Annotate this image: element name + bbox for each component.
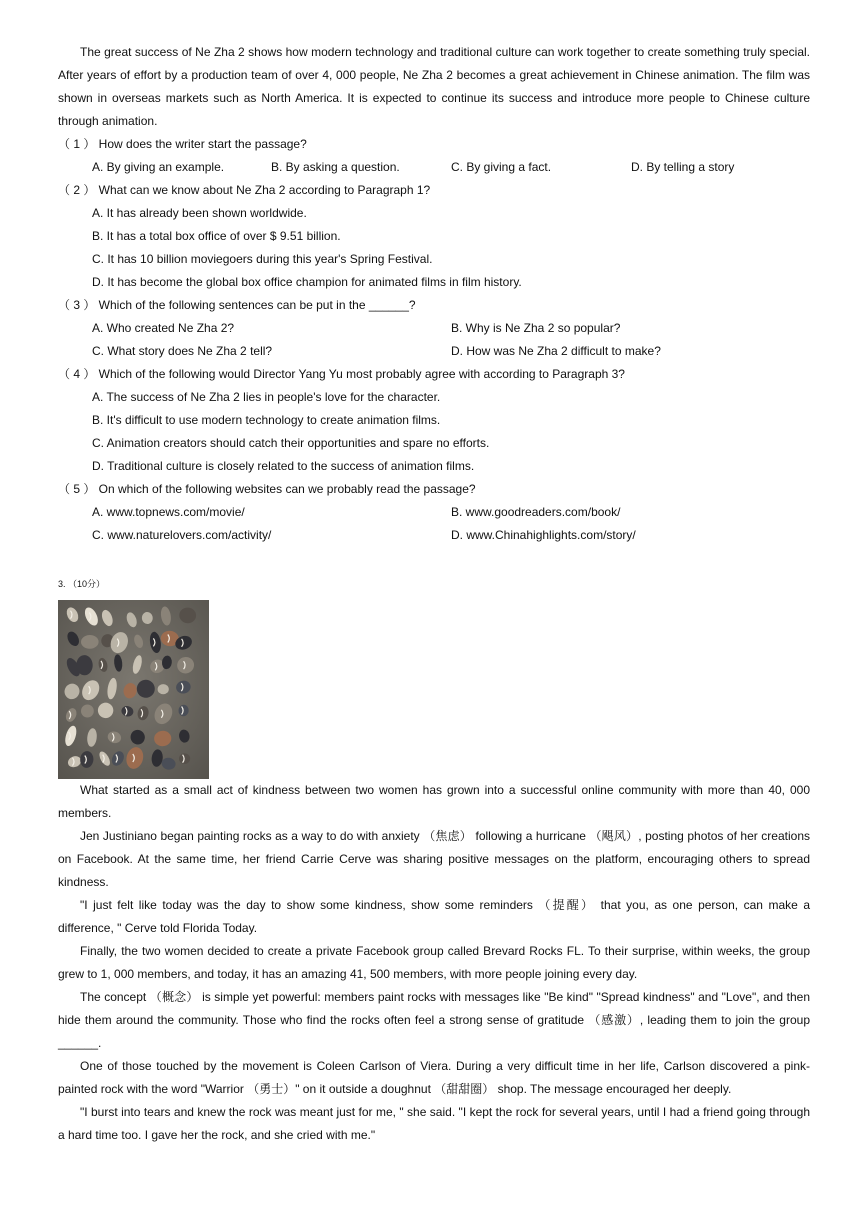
section-3-paragraph-6: One of those touched by the movement is Coleen Carlson of Viera. During a very difficult time in her life, Carlson discovered a pink-painted rock with the word "Warrior （勇士）" on it outside a doughnut （甜甜圈） shop. The message encouraged her deeply. <box>58 1059 810 1096</box>
question-3-option-d: D. How was Ne Zha 2 difficult to make? <box>451 344 661 358</box>
section-3-paragraph-7: "I burst into tears and knew the rock was meant just for me, " she said. "I kept the rock for several years, until I had a friend going through a hard time too. I gave her the rock, and she cried with me." <box>58 1105 810 1142</box>
question-2-option-d: D. It has become the global box office champion for animated films in film history. <box>92 275 522 289</box>
section-3-number: 3. （10分） <box>58 579 106 589</box>
question-5-option-b: B. www.goodreaders.com/book/ <box>451 505 621 519</box>
question-5-option-a: A. www.topnews.com/movie/ <box>92 505 245 519</box>
section-3-paragraph-2: Jen Justiniano began painting rocks as a way to do with anxiety （焦虑） following a hurricane （飓风）, posting photos of her creations on Facebook. At the same time, her friend Carrie Cerve was sharing positive messages on the platform, encouraging others to spread kindness. <box>58 829 810 889</box>
question-3-option-c: C. What story does Ne Zha 2 tell? <box>92 344 273 358</box>
question-4-option-b: B. It's difficult to use modern technology to create animation films. <box>92 413 441 427</box>
question-5-stem: （ 5 ） On which of the following websites can we probably read the passage? <box>58 482 476 496</box>
passage-paragraph: The great success of Ne Zha 2 shows how modern technology and traditional culture can work together to create something truly special. After years of effort by a production team of over 4, 000 people, Ne Zha 2 becomes a great achievement in Chinese animation. The film was shown in overseas markets such as North America. It is expected to continue its success and introduce more people to Chinese culture through animation. <box>58 45 810 128</box>
question-3-option-a: A. Who created Ne Zha 2? <box>92 321 235 335</box>
painted-rocks-photo <box>58 600 209 779</box>
question-1-option-b: B. By asking a question. <box>271 160 400 174</box>
pebble <box>81 705 94 718</box>
question-4-stem: （ 4 ） Which of the following would Director Yang Yu most probably agree with according to Paragraph 3? <box>58 367 625 381</box>
section-3-paragraph-4: Finally, the two women decided to create a private Facebook group called Brevard Rocks FL. To their surprise, within weeks, the group grew to 1, 000 members, and today, it has an amazing 41, 500 members, with more people joining every day. <box>58 944 810 981</box>
question-1-option-d: D. By telling a story <box>631 160 735 174</box>
question-2-option-a: A. It has already been shown worldwide. <box>92 206 307 220</box>
question-1-option-a: A. By giving an example. <box>92 160 225 174</box>
question-4-option-a: A. The success of Ne Zha 2 lies in people's love for the character. <box>92 390 441 404</box>
question-1-stem: （ 1 ） How does the writer start the passage? <box>58 137 307 151</box>
question-1-option-c: C. By giving a fact. <box>451 160 552 174</box>
question-2-option-b: B. It has a total box office of over $ 9.51 billion. <box>92 229 341 243</box>
pebble <box>158 684 169 694</box>
question-3-stem: （ 3 ） Which of the following sentences can be put in the ______? <box>58 298 416 312</box>
question-3-option-b: B. Why is Ne Zha 2 so popular? <box>451 321 621 335</box>
question-4-option-d: D. Traditional culture is closely related to the success of animation films. <box>92 459 475 473</box>
question-4-option-c: C. Animation creators should catch their opportunities and spare no efforts. <box>92 436 490 450</box>
question-2-option-c: C. It has 10 billion moviegoers during this year's Spring Festival. <box>92 252 433 266</box>
section-3-paragraph-5: The concept （概念） is simple yet powerful: members paint rocks with messages like "Be kind" "Spread kindness" and "Love", and then hide them around the community. Those who find the rocks often feel a strong sense of gratitude （感激）, leading them to join the group ______. <box>58 990 810 1050</box>
question-5-option-d: D. www.Chinahighlights.com/story/ <box>451 528 636 542</box>
question-2-stem: （ 2 ） What can we know about Ne Zha 2 according to Paragraph 1? <box>58 183 431 197</box>
section-3-paragraph-3: "I just felt like today was the day to show some kindness, show some reminders （提醒） that you, as one person, can make a difference, " Cerve told Florida Today. <box>58 898 810 935</box>
section-3-paragraph-1: What started as a small act of kindness between two women has grown into a successful online community with more than 40, 000 members. <box>58 783 810 820</box>
question-5-option-c: C. www.naturelovers.com/activity/ <box>92 528 272 542</box>
